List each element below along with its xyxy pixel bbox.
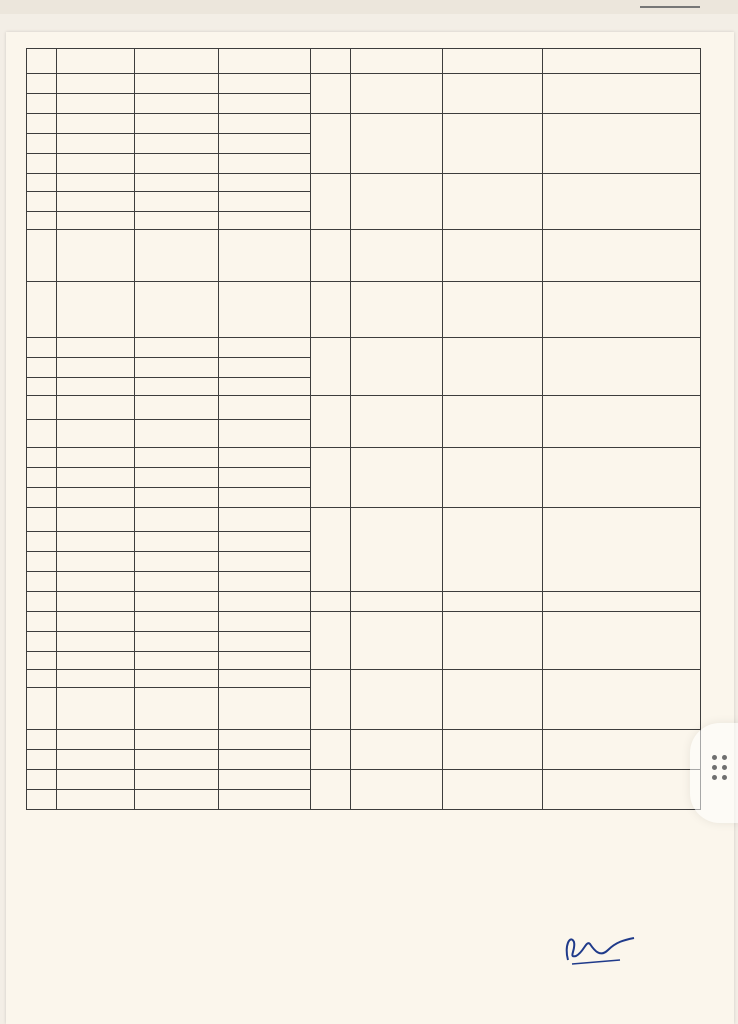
nodal-officer-cell [351, 74, 443, 114]
count-cell [311, 282, 351, 338]
table-row [27, 770, 701, 790]
date-cell [219, 230, 311, 282]
panchayat-cell [57, 790, 135, 810]
serial-cell [27, 688, 57, 730]
table-row [27, 396, 701, 420]
count-cell [311, 114, 351, 174]
village-cell [135, 730, 219, 750]
date-cell [219, 612, 311, 632]
count-cell [311, 670, 351, 730]
village-cell [135, 420, 219, 448]
date-cell [219, 468, 311, 488]
panchayat-cell [57, 572, 135, 592]
date-cell [219, 134, 311, 154]
serial-cell [27, 154, 57, 174]
table-row [27, 592, 701, 612]
serial-cell [27, 532, 57, 552]
village-cell [135, 338, 219, 358]
date-cell [219, 114, 311, 134]
date-cell [219, 338, 311, 358]
nodal-officer-cell [351, 396, 443, 448]
panchayat-cell [57, 532, 135, 552]
nodal-officer-cell [351, 174, 443, 230]
header-serial [27, 49, 57, 74]
village-cell [135, 94, 219, 114]
date-cell [219, 488, 311, 508]
remarks-cell [543, 174, 701, 230]
header-panchayat [57, 49, 135, 74]
remarks-cell [543, 396, 701, 448]
panchayat-cell [57, 468, 135, 488]
panchayat-cell [57, 396, 135, 420]
panchayat-cell [57, 448, 135, 468]
table-row [27, 670, 701, 688]
nodal-officer-cell [351, 114, 443, 174]
panchayat-cell [57, 770, 135, 790]
serial-cell [27, 552, 57, 572]
count-cell [311, 730, 351, 770]
date-cell [219, 378, 311, 396]
viewer-top-rule [640, 6, 700, 8]
schedule-table [26, 48, 701, 810]
serial-cell [27, 670, 57, 688]
panchayat-cell [57, 612, 135, 632]
village-cell [135, 212, 219, 230]
table-header-row [27, 49, 701, 74]
designation-cell [443, 396, 543, 448]
designation-cell [443, 114, 543, 174]
serial-cell [27, 378, 57, 396]
panchayat-cell [57, 174, 135, 192]
table-row [27, 174, 701, 192]
remarks-cell [543, 592, 701, 612]
designation-cell [443, 174, 543, 230]
nodal-officer-cell [351, 730, 443, 770]
panchayat-cell [57, 688, 135, 730]
signature-mark [560, 930, 640, 970]
panchayat-cell [57, 134, 135, 154]
table-row [27, 114, 701, 134]
remarks-cell [543, 508, 701, 592]
serial-cell [27, 448, 57, 468]
designation-cell [443, 592, 543, 612]
table-row [27, 448, 701, 468]
grid-dots-icon[interactable] [712, 755, 734, 789]
count-cell [311, 612, 351, 670]
panchayat-cell [57, 114, 135, 134]
designation-cell [443, 448, 543, 508]
village-cell [135, 174, 219, 192]
village-cell [135, 114, 219, 134]
village-cell [135, 632, 219, 652]
panchayat-cell [57, 552, 135, 572]
panchayat-cell [57, 358, 135, 378]
count-cell [311, 74, 351, 114]
date-cell [219, 632, 311, 652]
serial-cell [27, 134, 57, 154]
panchayat-cell [57, 378, 135, 396]
remarks-cell [543, 74, 701, 114]
panchayat-cell [57, 338, 135, 358]
nodal-officer-cell [351, 230, 443, 282]
village-cell [135, 154, 219, 174]
panchayat-cell [57, 670, 135, 688]
date-cell [219, 770, 311, 790]
nodal-officer-cell [351, 770, 443, 810]
serial-cell [27, 192, 57, 212]
date-cell [219, 790, 311, 810]
serial-cell [27, 572, 57, 592]
count-cell [311, 770, 351, 810]
date-cell [219, 192, 311, 212]
village-cell [135, 552, 219, 572]
designation-cell [443, 74, 543, 114]
header-remarks [543, 49, 701, 74]
serial-cell [27, 94, 57, 114]
table-row [27, 230, 701, 282]
village-cell [135, 74, 219, 94]
panchayat-cell [57, 94, 135, 114]
designation-cell [443, 230, 543, 282]
panchayat-cell [57, 154, 135, 174]
village-cell [135, 488, 219, 508]
table-row [27, 612, 701, 632]
designation-cell [443, 282, 543, 338]
panchayat-cell [57, 420, 135, 448]
nodal-officer-cell [351, 612, 443, 670]
village-cell [135, 378, 219, 396]
table-row [27, 338, 701, 358]
header-nodal-officer [351, 49, 443, 74]
serial-cell [27, 508, 57, 532]
table-row [27, 74, 701, 94]
panchayat-cell [57, 488, 135, 508]
panchayat-cell [57, 192, 135, 212]
village-cell [135, 134, 219, 154]
remarks-cell [543, 114, 701, 174]
serial-cell [27, 74, 57, 94]
header-count [311, 49, 351, 74]
count-cell [311, 174, 351, 230]
designation-cell [443, 730, 543, 770]
count-cell [311, 448, 351, 508]
date-cell [219, 532, 311, 552]
table-row [27, 730, 701, 750]
village-cell [135, 532, 219, 552]
panchayat-cell [57, 730, 135, 750]
date-cell [219, 572, 311, 592]
date-cell [219, 282, 311, 338]
panchayat-cell [57, 652, 135, 670]
designation-cell [443, 338, 543, 396]
table-row [27, 508, 701, 532]
village-cell [135, 688, 219, 730]
serial-cell [27, 770, 57, 790]
date-cell [219, 154, 311, 174]
count-cell [311, 592, 351, 612]
designation-cell [443, 612, 543, 670]
date-cell [219, 552, 311, 572]
serial-cell [27, 730, 57, 750]
serial-cell [27, 632, 57, 652]
date-cell [219, 688, 311, 730]
count-cell [311, 338, 351, 396]
panchayat-cell [57, 282, 135, 338]
panchayat-cell [57, 230, 135, 282]
serial-cell [27, 230, 57, 282]
header-village [135, 49, 219, 74]
count-cell [311, 230, 351, 282]
serial-cell [27, 114, 57, 134]
date-cell [219, 358, 311, 378]
serial-cell [27, 592, 57, 612]
serial-cell [27, 468, 57, 488]
count-cell [311, 396, 351, 448]
serial-cell [27, 174, 57, 192]
serial-cell [27, 652, 57, 670]
designation-cell [443, 670, 543, 730]
date-cell [219, 94, 311, 114]
village-cell [135, 750, 219, 770]
serial-cell [27, 282, 57, 338]
remarks-cell [543, 670, 701, 730]
remarks-cell [543, 730, 701, 770]
serial-cell [27, 420, 57, 448]
date-cell [219, 730, 311, 750]
serial-cell [27, 358, 57, 378]
panchayat-cell [57, 212, 135, 230]
village-cell [135, 468, 219, 488]
nodal-officer-cell [351, 508, 443, 592]
date-cell [219, 508, 311, 532]
serial-cell [27, 612, 57, 632]
panchayat-cell [57, 508, 135, 532]
header-designation [443, 49, 543, 74]
village-cell [135, 230, 219, 282]
nodal-officer-cell [351, 448, 443, 508]
date-cell [219, 174, 311, 192]
viewer-top-bar [0, 0, 738, 14]
panchayat-cell [57, 750, 135, 770]
header-date [219, 49, 311, 74]
village-cell [135, 282, 219, 338]
date-cell [219, 448, 311, 468]
village-cell [135, 448, 219, 468]
village-cell [135, 790, 219, 810]
village-cell [135, 592, 219, 612]
village-cell [135, 192, 219, 212]
serial-cell [27, 338, 57, 358]
date-cell [219, 750, 311, 770]
designation-cell [443, 508, 543, 592]
panchayat-cell [57, 632, 135, 652]
panchayat-cell [57, 74, 135, 94]
village-cell [135, 770, 219, 790]
remarks-cell [543, 770, 701, 810]
count-cell [311, 508, 351, 592]
village-cell [135, 508, 219, 532]
village-cell [135, 358, 219, 378]
serial-cell [27, 488, 57, 508]
remarks-cell [543, 282, 701, 338]
nodal-officer-cell [351, 338, 443, 396]
nodal-officer-cell [351, 670, 443, 730]
village-cell [135, 652, 219, 670]
serial-cell [27, 790, 57, 810]
date-cell [219, 592, 311, 612]
date-cell [219, 74, 311, 94]
remarks-cell [543, 612, 701, 670]
village-cell [135, 670, 219, 688]
remarks-cell [543, 448, 701, 508]
date-cell [219, 396, 311, 420]
date-cell [219, 652, 311, 670]
designation-cell [443, 770, 543, 810]
remarks-cell [543, 338, 701, 396]
village-cell [135, 572, 219, 592]
remarks-cell [543, 230, 701, 282]
serial-cell [27, 212, 57, 230]
nodal-officer-cell [351, 282, 443, 338]
date-cell [219, 420, 311, 448]
serial-cell [27, 750, 57, 770]
table-row [27, 282, 701, 338]
serial-cell [27, 396, 57, 420]
village-cell [135, 396, 219, 420]
panchayat-cell [57, 592, 135, 612]
date-cell [219, 670, 311, 688]
nodal-officer-cell [351, 592, 443, 612]
date-cell [219, 212, 311, 230]
village-cell [135, 612, 219, 632]
